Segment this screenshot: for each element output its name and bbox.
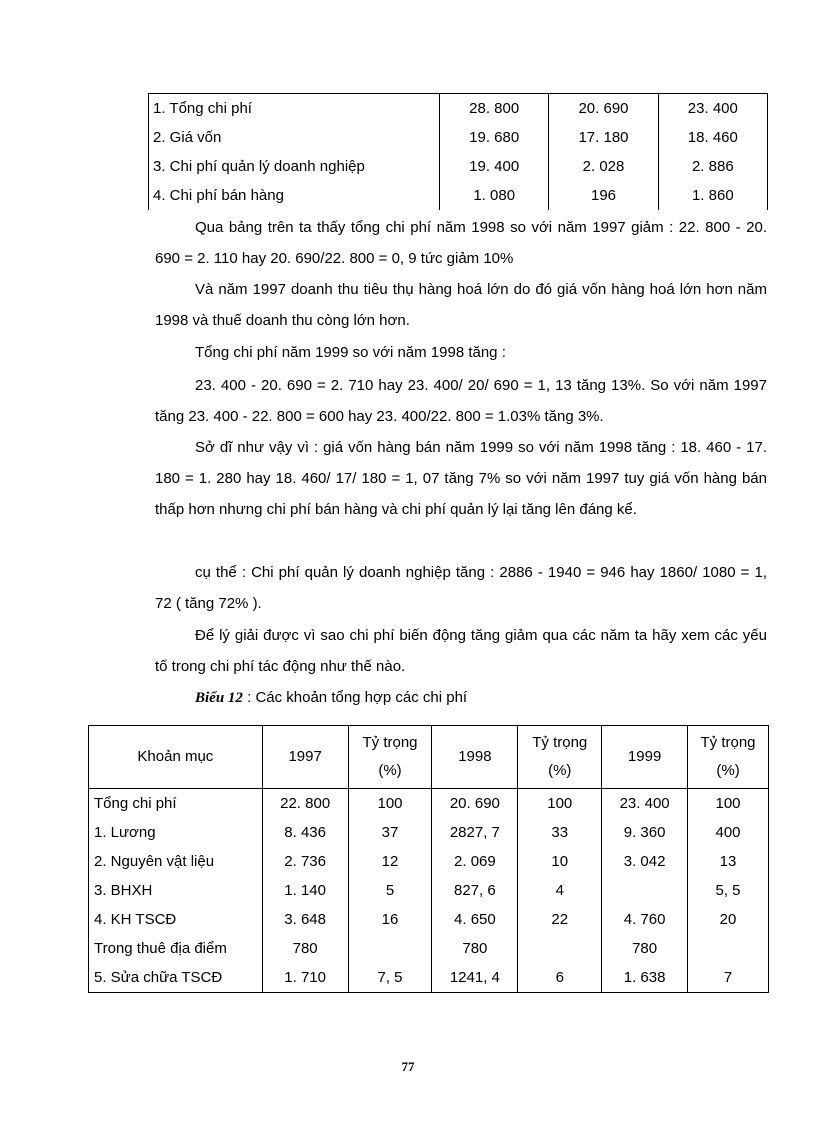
- value-1998: 780: [432, 934, 518, 963]
- share-1997: 16: [348, 905, 432, 934]
- share-1997: 12: [348, 847, 432, 876]
- value-1998: 20. 690: [549, 94, 658, 124]
- value-1999: 780: [602, 934, 688, 963]
- paragraph-4: 23. 400 - 20. 690 = 2. 710 hay 23. 400/ 20/ 690 = 1, 13 tăng 13%. So với năm 1997 tăng 23. 400 - 22. 800 = 600 hay 23. 400/22. 800 = 1.03% tăng 3%.: [155, 377, 767, 425]
- value-1997: 8. 436: [262, 818, 348, 847]
- share-1998: 33: [518, 818, 602, 847]
- table-row: [89, 963, 769, 993]
- value-1999: 1. 638: [602, 963, 688, 993]
- table-header-row: [89, 726, 769, 789]
- value-1999: 23. 400: [658, 94, 767, 124]
- share-1998: 6: [518, 963, 602, 993]
- row-item: Tổng chi phí: [89, 789, 263, 819]
- value-1998: 20. 690: [432, 789, 518, 819]
- row-item: Trong thuê địa điểm: [89, 934, 263, 963]
- value-1997: 3. 648: [262, 905, 348, 934]
- header-1997: 1997: [262, 726, 348, 789]
- table-row: [89, 876, 769, 905]
- caption-label: Biểu 12: [195, 690, 243, 706]
- value-1998: 2. 028: [549, 152, 658, 181]
- header-share-1998: Tỷ trọng (%): [518, 726, 602, 789]
- value-1997: 1. 080: [440, 181, 549, 210]
- value-1998: 2827, 7: [432, 818, 518, 847]
- value-1998: 196: [549, 181, 658, 210]
- paragraph-7: Để lý giải được vì sao chi phí biến động tăng giảm qua các năm ta hãy xem các yếu tố trong chi phí tác động như thế nào.: [155, 627, 767, 675]
- share-1998: 100: [518, 789, 602, 819]
- value-1999: 3. 042: [602, 847, 688, 876]
- value-1997: 19. 680: [440, 123, 549, 152]
- header-1998: 1998: [432, 726, 518, 789]
- row-item: 3. BHXH: [89, 876, 263, 905]
- value-1999: 2. 886: [658, 152, 767, 181]
- row-label: 4. Chi phí bán hàng: [149, 181, 440, 210]
- paragraph-1: Qua bảng trên ta thấy tổng chi phí năm 1998 so với năm 1997 giảm : 22. 800 - 20. 690 = 2. 110 hay 20. 690/22. 800 = 0, 9 tức giảm 10%: [155, 219, 767, 267]
- table-row: [89, 847, 769, 876]
- header-share-1999: Tỷ trọng (%): [688, 726, 769, 789]
- row-item: 4. KH TSCĐ: [89, 905, 263, 934]
- row-item: 1. Lương: [89, 818, 263, 847]
- page-number: 77: [401, 1059, 415, 1074]
- share-1998: [518, 934, 602, 963]
- share-1999: 13: [688, 847, 769, 876]
- share-1997: 7, 5: [348, 963, 432, 993]
- header-share-1997: Tỷ trọng (%): [348, 726, 432, 789]
- value-1998: 4. 650: [432, 905, 518, 934]
- share-1999: 5, 5: [688, 876, 769, 905]
- value-1997: 1. 140: [262, 876, 348, 905]
- value-1999: 1. 860: [658, 181, 767, 210]
- share-1999: 400: [688, 818, 769, 847]
- value-1998: 1241, 4: [432, 963, 518, 993]
- value-1998: 2. 069: [432, 847, 518, 876]
- value-1999: [602, 876, 688, 905]
- value-1999: 4. 760: [602, 905, 688, 934]
- value-1997: 780: [262, 934, 348, 963]
- share-1997: 37: [348, 818, 432, 847]
- row-label: 2. Giá vốn: [149, 123, 440, 152]
- share-1999: [688, 934, 769, 963]
- value-1998: 17. 180: [549, 123, 658, 152]
- row-item: 5. Sửa chữa TSCĐ: [89, 963, 263, 993]
- value-1998: 827, 6: [432, 876, 518, 905]
- value-1999: 9. 360: [602, 818, 688, 847]
- paragraph-2: Và năm 1997 doanh thu tiêu thụ hàng hoá lớn do đó giá vốn hàng hoá lớn hơn năm 1998 và thuế doanh thu còng lớn hơn.: [155, 281, 767, 329]
- share-1997: 5: [348, 876, 432, 905]
- cost-breakdown-table: [88, 725, 769, 993]
- table-row: [149, 123, 768, 152]
- value-1997: 19. 400: [440, 152, 549, 181]
- table-caption: [195, 689, 467, 707]
- cost-comparison-table: [148, 93, 768, 210]
- header-item: Khoản mục: [89, 726, 263, 789]
- paragraph-6: cụ thể : Chi phí quản lý doanh nghiệp tăng : 2886 - 1940 = 946 hay 1860/ 1080 = 1, 72 ( tăng 72% ).: [155, 564, 767, 612]
- table-row: [89, 789, 769, 819]
- share-1999: 100: [688, 789, 769, 819]
- table-row: [89, 818, 769, 847]
- share-1997: 100: [348, 789, 432, 819]
- caption-text: : Các khoản tổng hợp các chi phí: [242, 689, 468, 706]
- table-row: [149, 181, 768, 210]
- paragraph-5: Sở dĩ như vậy vì : giá vốn hàng bán năm 1999 so với năm 1998 tăng : 18. 460 - 17. 180 = 1. 280 hay 18. 460/ 17/ 180 = 1, 07 tăng 7% so với năm 1997 tuy giá vốn hàng bán thấp hơn nhưng chi phí bán hàng và chi phí quản lý lại tăng lên đáng kể.: [155, 439, 767, 518]
- row-label: 3. Chi phí quản lý doanh nghiệp: [149, 152, 440, 181]
- value-1999: 23. 400: [602, 789, 688, 819]
- share-1998: 4: [518, 876, 602, 905]
- table-row: [89, 905, 769, 934]
- table-row: [149, 152, 768, 181]
- share-1998: 22: [518, 905, 602, 934]
- value-1997: 28. 800: [440, 94, 549, 124]
- value-1997: 22. 800: [262, 789, 348, 819]
- share-1997: [348, 934, 432, 963]
- table-row: [149, 94, 768, 124]
- share-1998: 10: [518, 847, 602, 876]
- share-1999: 20: [688, 905, 769, 934]
- row-label: 1. Tổng chi phí: [149, 94, 440, 124]
- value-1999: 18. 460: [658, 123, 767, 152]
- share-1999: 7: [688, 963, 769, 993]
- row-item: 2. Nguyên vật liệu: [89, 847, 263, 876]
- table-row: [89, 934, 769, 963]
- paragraph-3: Tổng chi phí năm 1999 so với năm 1998 tăng :: [195, 344, 506, 361]
- value-1997: 2. 736: [262, 847, 348, 876]
- value-1997: 1. 710: [262, 963, 348, 993]
- header-1999: 1999: [602, 726, 688, 789]
